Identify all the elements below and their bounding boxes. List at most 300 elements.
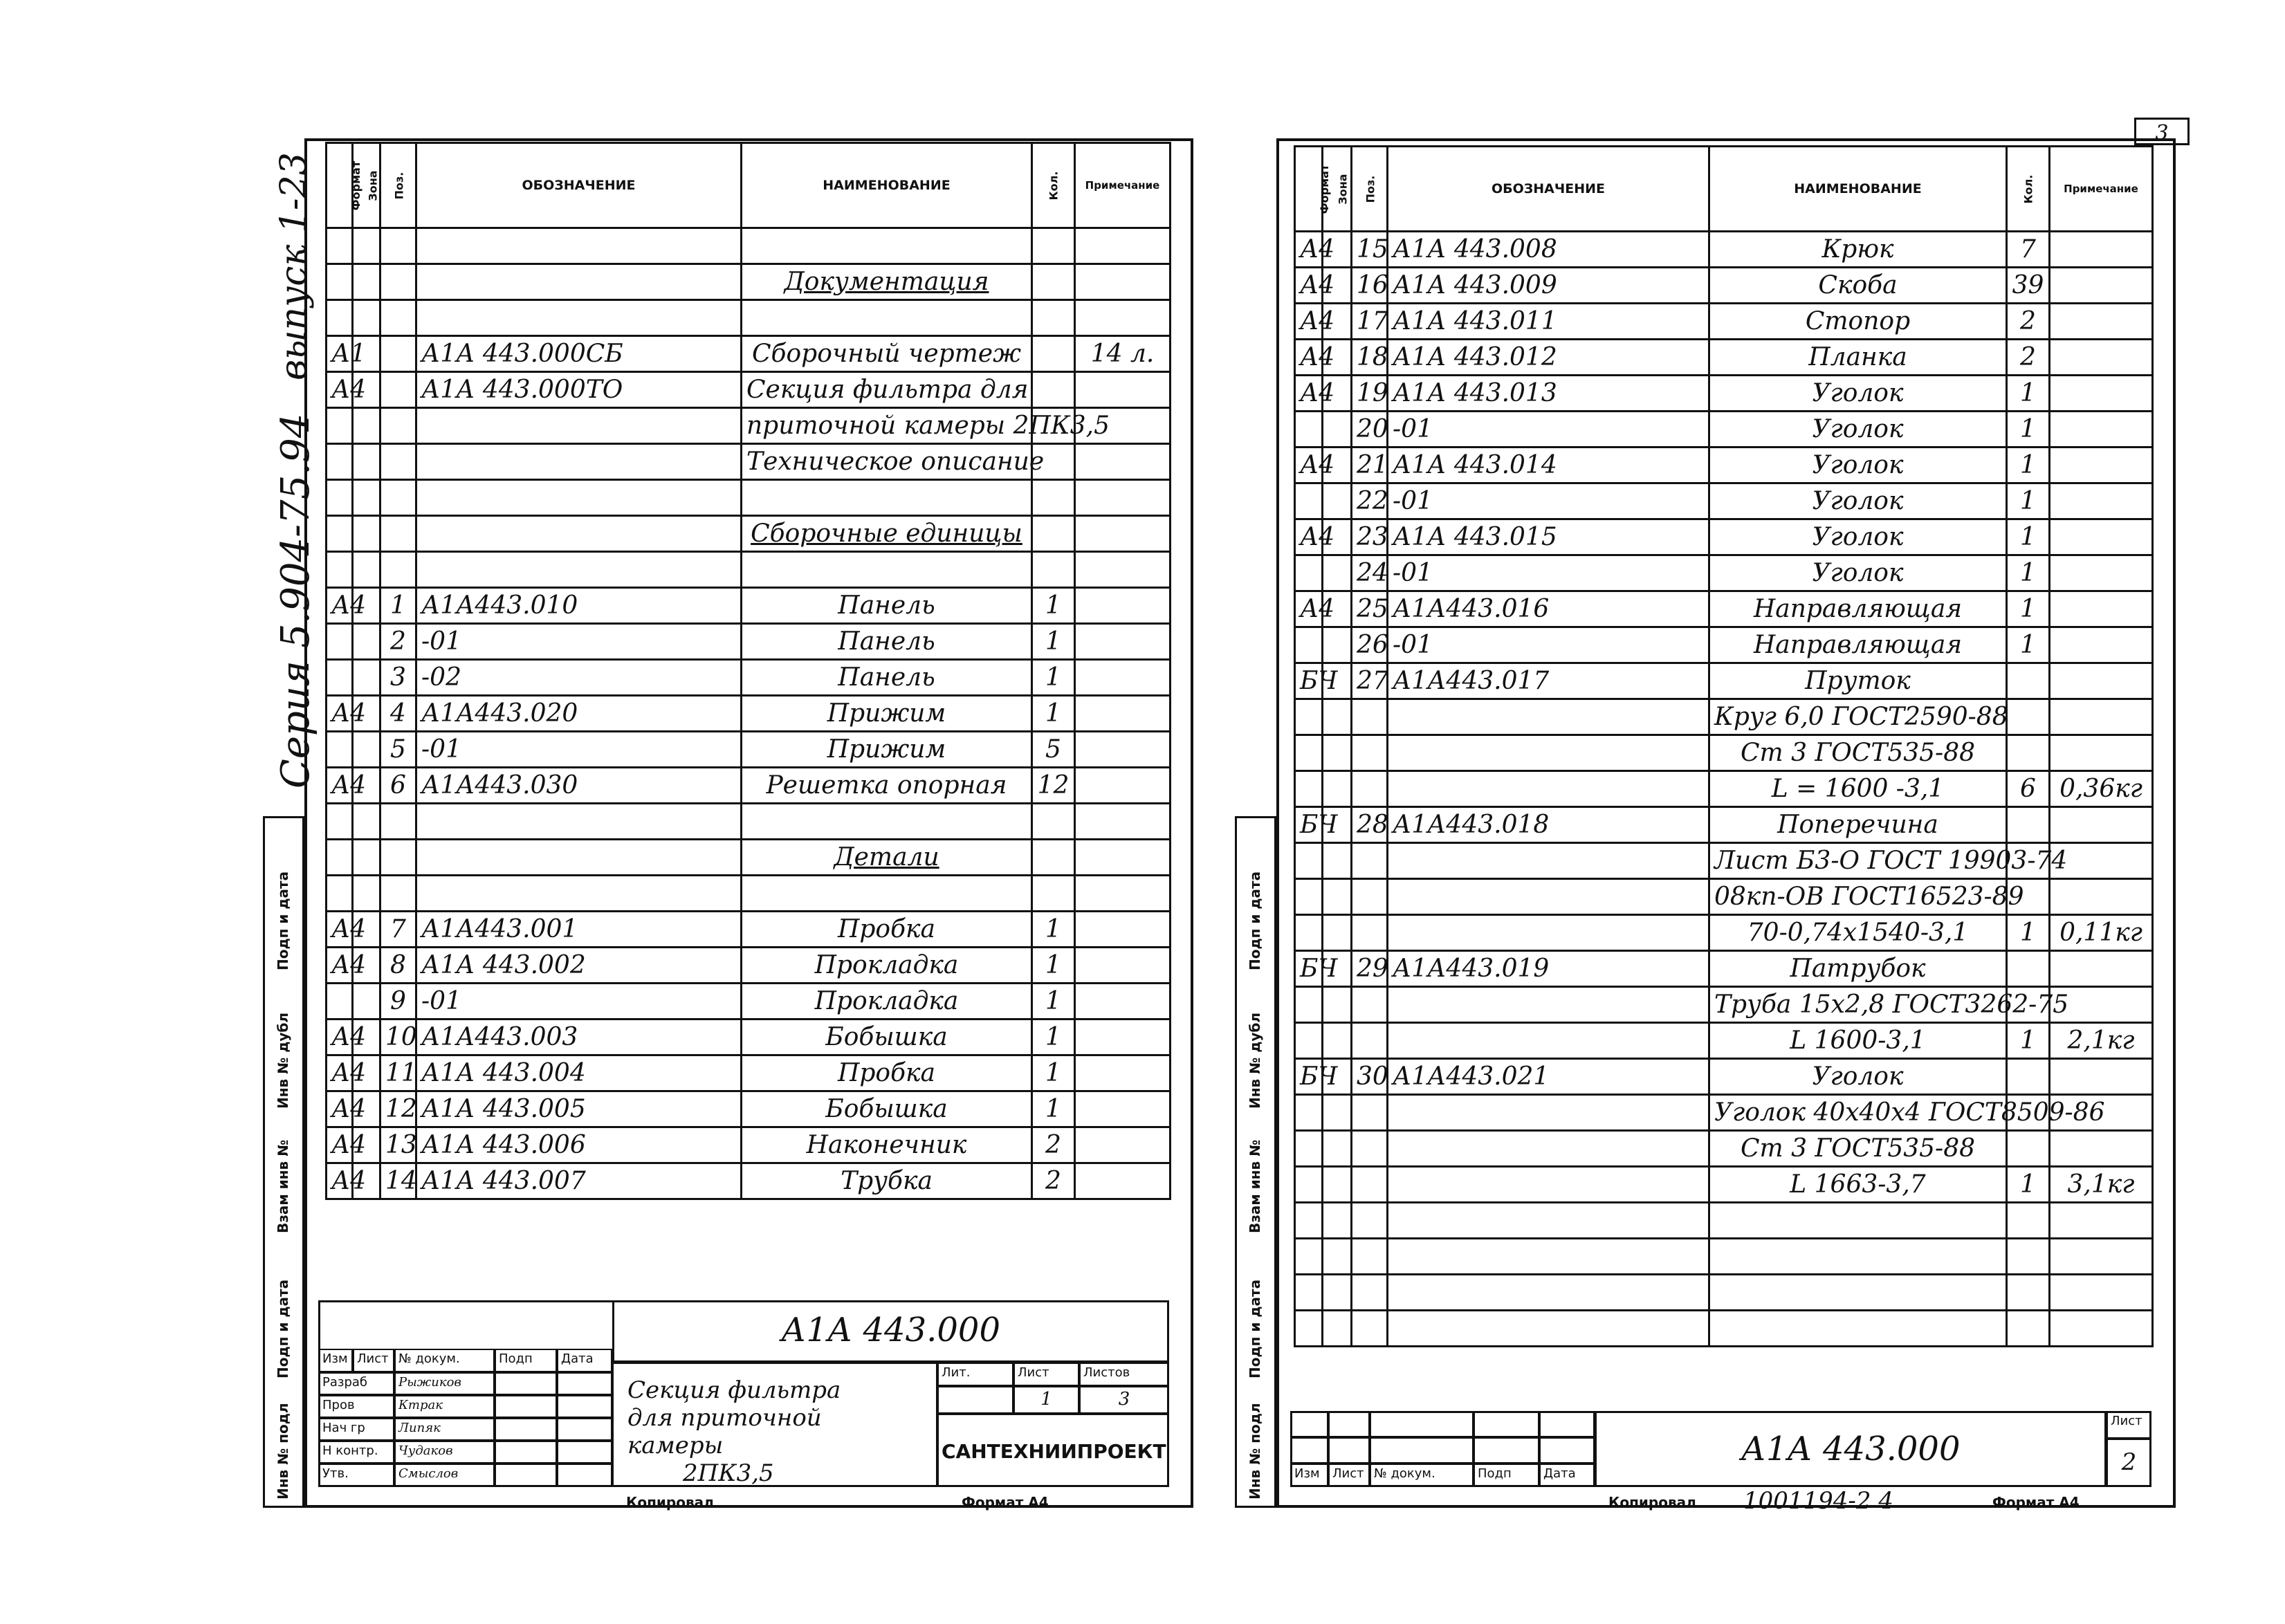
table-row bbox=[327, 588, 1171, 624]
stamp-date-cell bbox=[557, 1441, 612, 1464]
col-qty: Кол. bbox=[1032, 143, 1075, 228]
cell-pos bbox=[380, 840, 416, 876]
table-row bbox=[327, 696, 1171, 732]
cell-zone bbox=[353, 876, 380, 912]
cell-designation: А1А443.001 bbox=[416, 912, 742, 948]
cell-format: А4 bbox=[1295, 376, 1323, 412]
cell-pos bbox=[380, 300, 416, 336]
cell-format bbox=[327, 228, 353, 264]
cell-name: L 1600-3,1 bbox=[1709, 1023, 2007, 1059]
cell-format: А4 bbox=[327, 696, 353, 732]
cell-qty: 1 bbox=[2007, 412, 2050, 447]
stamp-head-izm: Изм bbox=[1290, 1464, 1328, 1487]
cell-name: Документация bbox=[742, 264, 1032, 300]
cell-format: А4 bbox=[1295, 591, 1323, 627]
table-row bbox=[1295, 304, 2153, 340]
cell-designation: А1А 443.008 bbox=[1388, 232, 1709, 268]
cell-zone bbox=[1323, 771, 1352, 807]
cell-pos: 5 bbox=[380, 732, 416, 768]
cell-note bbox=[1075, 1163, 1171, 1199]
cell-zone bbox=[353, 660, 380, 696]
cell-designation bbox=[416, 804, 742, 840]
cell-name: Труба 15х2,8 ГОСТ3262-75 bbox=[1709, 987, 2007, 1023]
col-note: Примечание bbox=[2050, 147, 2153, 232]
cell-designation: -02 bbox=[416, 660, 742, 696]
table-row bbox=[327, 1055, 1171, 1091]
cell-zone bbox=[1323, 1131, 1352, 1167]
cell-format bbox=[327, 300, 353, 336]
stamp-sheet-value: 1 bbox=[1013, 1386, 1079, 1414]
stamp-sign-cell bbox=[495, 1395, 557, 1418]
cell-name: Стопор bbox=[1709, 304, 2007, 340]
side-stamp-cell: Взам инв № bbox=[1247, 1139, 1263, 1233]
stamp-sheet-label: Лист bbox=[1013, 1363, 1079, 1386]
cell-note: 3,1кг bbox=[2050, 1167, 2153, 1203]
side-stamp-cell: Инв № подл bbox=[1247, 1403, 1263, 1500]
cell-format: А4 bbox=[1295, 304, 1323, 340]
cell-pos: 6 bbox=[380, 768, 416, 804]
cell-note bbox=[1075, 1127, 1171, 1163]
right-order-number: 1001194-2 4 bbox=[1743, 1487, 1893, 1515]
cell-name: Пробка bbox=[742, 912, 1032, 948]
cell-qty: 1 bbox=[1032, 624, 1075, 660]
left-stamp-title bbox=[612, 1363, 937, 1487]
table-row bbox=[1295, 1239, 2153, 1275]
cell-note bbox=[2050, 1131, 2153, 1167]
cell-note bbox=[1075, 588, 1171, 624]
stamp-head-sign: Подп bbox=[495, 1349, 557, 1372]
right-copied-label: Копировал bbox=[1608, 1494, 1696, 1511]
cell-designation: -01 bbox=[416, 732, 742, 768]
cell-format bbox=[327, 264, 353, 300]
cell-qty bbox=[1032, 480, 1075, 516]
table-row bbox=[1295, 447, 2153, 483]
cell-name: Направляющая bbox=[1709, 627, 2007, 663]
cell-format: БЧ bbox=[1295, 951, 1323, 987]
stamp-role: Утв. bbox=[318, 1464, 394, 1487]
stamp-cell bbox=[1328, 1437, 1370, 1464]
cell-name: Уголок 40х40х4 ГОСТ8509-86 bbox=[1709, 1095, 2007, 1131]
table-row bbox=[327, 300, 1171, 336]
cell-name bbox=[1709, 1203, 2007, 1239]
cell-name bbox=[1709, 1275, 2007, 1311]
cell-format: А4 bbox=[327, 768, 353, 804]
cell-note bbox=[1075, 228, 1171, 264]
cell-format bbox=[1295, 1095, 1323, 1131]
cell-note bbox=[1075, 516, 1171, 552]
cell-designation: А1А 443.004 bbox=[416, 1055, 742, 1091]
cell-format bbox=[327, 552, 353, 588]
cell-designation bbox=[1388, 1167, 1709, 1203]
cell-pos: 3 bbox=[380, 660, 416, 696]
stamp-lit-value bbox=[937, 1386, 1013, 1414]
cell-qty bbox=[2007, 1131, 2050, 1167]
cell-zone bbox=[1323, 627, 1352, 663]
cell-qty bbox=[1032, 552, 1075, 588]
cell-note bbox=[2050, 1239, 2153, 1275]
cell-format bbox=[1295, 879, 1323, 915]
cell-qty: 1 bbox=[2007, 555, 2050, 591]
right-format-label: Формат А4 bbox=[1992, 1494, 2080, 1511]
cell-pos: 22 bbox=[1352, 483, 1388, 519]
cell-designation: -01 bbox=[416, 984, 742, 1019]
cell-pos: 12 bbox=[380, 1091, 416, 1127]
table-header bbox=[327, 143, 1171, 228]
cell-pos: 11 bbox=[380, 1055, 416, 1091]
cell-qty bbox=[1032, 840, 1075, 876]
cell-note bbox=[2050, 1311, 2153, 1347]
stamp-title-line: Секция фильтра bbox=[627, 1376, 841, 1404]
cell-zone bbox=[353, 840, 380, 876]
cell-zone bbox=[1323, 1095, 1352, 1131]
cell-name: Прокладка bbox=[742, 984, 1032, 1019]
cell-note bbox=[1075, 912, 1171, 948]
right-doc-number: А1А 443.000 bbox=[1595, 1411, 2107, 1487]
stamp-sign-cell bbox=[495, 1441, 557, 1464]
cell-pos bbox=[380, 480, 416, 516]
cell-pos bbox=[380, 408, 416, 444]
cell-zone bbox=[1323, 915, 1352, 951]
cell-note bbox=[1075, 300, 1171, 336]
right-side-stamp bbox=[1235, 816, 1276, 1508]
cell-note bbox=[2050, 807, 2153, 843]
cell-format bbox=[327, 444, 353, 480]
cell-format bbox=[1295, 915, 1323, 951]
cell-designation bbox=[416, 444, 742, 480]
cell-designation: А1А443.030 bbox=[416, 768, 742, 804]
cell-format: А4 bbox=[327, 1091, 353, 1127]
cell-designation: А1А 443.007 bbox=[416, 1163, 742, 1199]
stamp-role: Нач гр bbox=[318, 1418, 394, 1441]
cell-designation: А1А 443.013 bbox=[1388, 376, 1709, 412]
cell-pos: 20 bbox=[1352, 412, 1388, 447]
cell-format bbox=[1295, 843, 1323, 879]
cell-designation: А1А443.018 bbox=[1388, 807, 1709, 843]
table-row bbox=[1295, 1275, 2153, 1311]
cell-qty bbox=[1032, 876, 1075, 912]
table-row bbox=[1295, 1095, 2153, 1131]
cell-format: А4 bbox=[327, 1055, 353, 1091]
cell-qty: 12 bbox=[1032, 768, 1075, 804]
cell-note bbox=[1075, 552, 1171, 588]
cell-designation: А1А 443.009 bbox=[1388, 268, 1709, 304]
cell-format bbox=[327, 408, 353, 444]
table-row bbox=[327, 264, 1171, 300]
stamp-title-line: для приточной камеры bbox=[627, 1404, 822, 1459]
cell-designation: А1А443.019 bbox=[1388, 951, 1709, 987]
cell-note bbox=[2050, 627, 2153, 663]
cell-format bbox=[327, 660, 353, 696]
cell-pos bbox=[380, 372, 416, 408]
cell-note bbox=[1075, 1019, 1171, 1055]
stamp-signer: Чудаков bbox=[394, 1441, 495, 1464]
cell-pos: 16 bbox=[1352, 268, 1388, 304]
cell-designation bbox=[1388, 879, 1709, 915]
cell-name: Сборочные единицы bbox=[742, 516, 1032, 552]
cell-pos bbox=[380, 552, 416, 588]
table-row bbox=[1295, 807, 2153, 843]
cell-zone bbox=[353, 264, 380, 300]
cell-qty bbox=[2007, 1275, 2050, 1311]
cell-name: Наконечник bbox=[742, 1127, 1032, 1163]
cell-qty: 5 bbox=[1032, 732, 1075, 768]
stamp-sheets-label: Листов bbox=[1079, 1363, 1169, 1386]
cell-qty bbox=[2007, 1239, 2050, 1275]
left-side-stamp bbox=[263, 816, 304, 1508]
cell-designation: А1А443.021 bbox=[1388, 1059, 1709, 1095]
cell-format bbox=[1295, 627, 1323, 663]
cell-designation bbox=[1388, 771, 1709, 807]
table-row bbox=[1295, 699, 2153, 735]
cell-format bbox=[1295, 987, 1323, 1023]
cell-qty: 1 bbox=[1032, 1091, 1075, 1127]
cell-name: Уголок bbox=[1709, 412, 2007, 447]
stamp-head-sheet: Лист bbox=[353, 1349, 394, 1372]
table-row bbox=[327, 480, 1171, 516]
cell-format bbox=[327, 840, 353, 876]
cell-zone bbox=[1323, 1311, 1352, 1347]
cell-format bbox=[1295, 699, 1323, 735]
cell-zone bbox=[1323, 1167, 1352, 1203]
cell-designation: А1А 443.006 bbox=[416, 1127, 742, 1163]
cell-format: А4 bbox=[1295, 268, 1323, 304]
cell-designation bbox=[416, 552, 742, 588]
cell-designation bbox=[416, 516, 742, 552]
cell-name: Уголок bbox=[1709, 519, 2007, 555]
cell-name: Уголок bbox=[1709, 555, 2007, 591]
side-stamp-cell: Подп и дата bbox=[1247, 871, 1263, 970]
cell-name: Прижим bbox=[742, 696, 1032, 732]
cell-note bbox=[2050, 699, 2153, 735]
table-row bbox=[1295, 1059, 2153, 1095]
cell-pos: 30 bbox=[1352, 1059, 1388, 1095]
stamp-sign-cell bbox=[495, 1418, 557, 1441]
table-row bbox=[327, 1163, 1171, 1199]
right-sheet-value: 2 bbox=[2107, 1439, 2151, 1487]
cell-pos: 17 bbox=[1352, 304, 1388, 340]
cell-zone bbox=[1323, 735, 1352, 771]
cell-format: А4 bbox=[327, 948, 353, 984]
table-row bbox=[1295, 987, 2153, 1023]
stamp-signer: Рыжиков bbox=[394, 1372, 495, 1395]
stamp-lit-label: Лит. bbox=[937, 1363, 1013, 1386]
table-header bbox=[1295, 147, 2153, 232]
cell-designation: -01 bbox=[1388, 412, 1709, 447]
cell-qty: 1 bbox=[2007, 1167, 2050, 1203]
cell-designation bbox=[416, 408, 742, 444]
cell-name: Ст 3 ГОСТ535-88 bbox=[1709, 735, 2007, 771]
stamp-date-cell bbox=[557, 1418, 612, 1441]
table-row bbox=[327, 372, 1171, 408]
issue-label: выпуск 1-23 bbox=[273, 152, 315, 380]
stamp-cell bbox=[1290, 1411, 1328, 1437]
stamp-organization: САНТЕХНИИПРОЕКТ bbox=[937, 1414, 1169, 1487]
table-row bbox=[1295, 951, 2153, 987]
table-row bbox=[327, 660, 1171, 696]
stamp-sign-cell bbox=[495, 1372, 557, 1395]
cell-note bbox=[1075, 264, 1171, 300]
cell-qty: 1 bbox=[1032, 696, 1075, 732]
left-doc-number: А1А 443.000 bbox=[612, 1300, 1169, 1363]
cell-qty: 2 bbox=[1032, 1127, 1075, 1163]
cell-designation: А1А 443.000ТО bbox=[416, 372, 742, 408]
cell-zone bbox=[1323, 555, 1352, 591]
cell-name: L = 1600 -3,1 bbox=[1709, 771, 2007, 807]
cell-format: А4 bbox=[327, 1163, 353, 1199]
cell-zone bbox=[1323, 987, 1352, 1023]
cell-name bbox=[742, 228, 1032, 264]
stamp-head-docnum: № докум. bbox=[394, 1349, 495, 1372]
table-row bbox=[1295, 412, 2153, 447]
cell-designation bbox=[1388, 987, 1709, 1023]
cell-qty bbox=[1032, 228, 1075, 264]
cell-designation bbox=[416, 480, 742, 516]
stamp-head-sign: Подп bbox=[1474, 1464, 1539, 1487]
stamp-head-izm: Изм bbox=[318, 1349, 353, 1372]
cell-pos bbox=[1352, 1239, 1388, 1275]
cell-format bbox=[1295, 1167, 1323, 1203]
right-stamp-grid bbox=[1290, 1411, 1595, 1487]
cell-qty: 1 bbox=[1032, 1055, 1075, 1091]
cell-name bbox=[1709, 1311, 2007, 1347]
side-stamp-cell: Взам инв № bbox=[275, 1139, 291, 1233]
side-stamp-cell: Инв № подл bbox=[275, 1403, 291, 1500]
cell-name: Техническое описание bbox=[742, 444, 1032, 480]
cell-designation: А1А 443.000СБ bbox=[416, 336, 742, 372]
cell-name: Пруток bbox=[1709, 663, 2007, 699]
cell-format bbox=[327, 480, 353, 516]
cell-note bbox=[2050, 1203, 2153, 1239]
cell-designation bbox=[416, 876, 742, 912]
cell-name: Скоба bbox=[1709, 268, 2007, 304]
cell-designation bbox=[1388, 699, 1709, 735]
table-row bbox=[1295, 1311, 2153, 1347]
table-row bbox=[1295, 232, 2153, 268]
stamp-sheets-value: 3 bbox=[1079, 1386, 1169, 1414]
cell-designation: А1А443.016 bbox=[1388, 591, 1709, 627]
cell-name: Пробка bbox=[742, 1055, 1032, 1091]
table-row bbox=[327, 840, 1171, 876]
stamp-role: Разраб bbox=[318, 1372, 394, 1395]
cell-format bbox=[1295, 555, 1323, 591]
cell-designation bbox=[1388, 1203, 1709, 1239]
cell-note bbox=[2050, 376, 2153, 412]
table-row bbox=[327, 336, 1171, 372]
stamp-date-cell bbox=[557, 1372, 612, 1395]
cell-zone bbox=[353, 804, 380, 840]
cell-note bbox=[2050, 735, 2153, 771]
cell-designation: А1А443.003 bbox=[416, 1019, 742, 1055]
stamp-cell bbox=[1370, 1411, 1474, 1437]
series-label: Серия 5.904-75.94 bbox=[273, 413, 318, 788]
cell-pos bbox=[1352, 771, 1388, 807]
cell-note bbox=[2050, 268, 2153, 304]
stamp-cell bbox=[1474, 1411, 1539, 1437]
cell-designation bbox=[416, 264, 742, 300]
cell-format: А4 bbox=[327, 588, 353, 624]
cell-qty bbox=[1032, 804, 1075, 840]
cell-note bbox=[1075, 840, 1171, 876]
cell-format bbox=[1295, 735, 1323, 771]
cell-zone bbox=[353, 624, 380, 660]
cell-note bbox=[1075, 876, 1171, 912]
cell-designation: -01 bbox=[1388, 555, 1709, 591]
cell-zone bbox=[1323, 699, 1352, 735]
cell-qty bbox=[2007, 1311, 2050, 1347]
cell-designation bbox=[416, 300, 742, 336]
cell-note bbox=[2050, 879, 2153, 915]
left-copied-label: Копировал bbox=[626, 1494, 714, 1511]
cell-pos: 28 bbox=[1352, 807, 1388, 843]
cell-zone bbox=[353, 408, 380, 444]
cell-designation bbox=[1388, 1023, 1709, 1059]
stamp-cell bbox=[1328, 1411, 1370, 1437]
table-row bbox=[327, 552, 1171, 588]
stamp-signer: Липяк bbox=[394, 1418, 495, 1441]
cell-zone bbox=[353, 300, 380, 336]
cell-format bbox=[1295, 1023, 1323, 1059]
cell-pos bbox=[380, 336, 416, 372]
table-row bbox=[327, 984, 1171, 1019]
col-zone: Зона bbox=[1323, 147, 1352, 232]
cell-qty: 1 bbox=[2007, 483, 2050, 519]
cell-designation: А1А 443.014 bbox=[1388, 447, 1709, 483]
cell-name: Секция фильтра для bbox=[742, 372, 1032, 408]
cell-note: 0,11кг bbox=[2050, 915, 2153, 951]
cell-format bbox=[1295, 1275, 1323, 1311]
cell-qty bbox=[2007, 1059, 2050, 1095]
stamp-title-line: 2ПК3,5 bbox=[683, 1459, 774, 1487]
cell-name: Прижим bbox=[742, 732, 1032, 768]
cell-name bbox=[742, 480, 1032, 516]
cell-zone bbox=[1323, 843, 1352, 879]
cell-note bbox=[2050, 232, 2153, 268]
cell-name bbox=[742, 876, 1032, 912]
cell-pos bbox=[1352, 987, 1388, 1023]
table-row bbox=[1295, 1131, 2153, 1167]
table-row bbox=[327, 408, 1171, 444]
cell-qty bbox=[1032, 300, 1075, 336]
cell-name: Направляющая bbox=[1709, 591, 2007, 627]
cell-pos: 7 bbox=[380, 912, 416, 948]
cell-qty: 7 bbox=[2007, 232, 2050, 268]
cell-pos bbox=[1352, 1023, 1388, 1059]
cell-note bbox=[2050, 555, 2153, 591]
cell-pos: 29 bbox=[1352, 951, 1388, 987]
cell-qty bbox=[2007, 951, 2050, 987]
cell-pos bbox=[380, 876, 416, 912]
cell-pos: 18 bbox=[1352, 340, 1388, 376]
cell-pos bbox=[1352, 1167, 1388, 1203]
cell-format: А4 bbox=[327, 1019, 353, 1055]
cell-pos: 26 bbox=[1352, 627, 1388, 663]
cell-note bbox=[2050, 304, 2153, 340]
cell-zone bbox=[353, 516, 380, 552]
stamp-head-date: Дата bbox=[557, 1349, 612, 1372]
right-spec-table bbox=[1294, 145, 2154, 1347]
cell-note bbox=[1075, 696, 1171, 732]
cell-zone bbox=[353, 480, 380, 516]
cell-name: Детали bbox=[742, 840, 1032, 876]
table-row bbox=[1295, 879, 2153, 915]
cell-format bbox=[327, 804, 353, 840]
cell-name: 70-0,74х1540-3,1 bbox=[1709, 915, 2007, 951]
cell-name: Круг 6,0 ГОСТ2590-88 bbox=[1709, 699, 2007, 735]
cell-zone bbox=[353, 732, 380, 768]
table-row bbox=[1295, 483, 2153, 519]
cell-zone bbox=[353, 228, 380, 264]
corner-sheet-number: 3 bbox=[2134, 118, 2190, 145]
